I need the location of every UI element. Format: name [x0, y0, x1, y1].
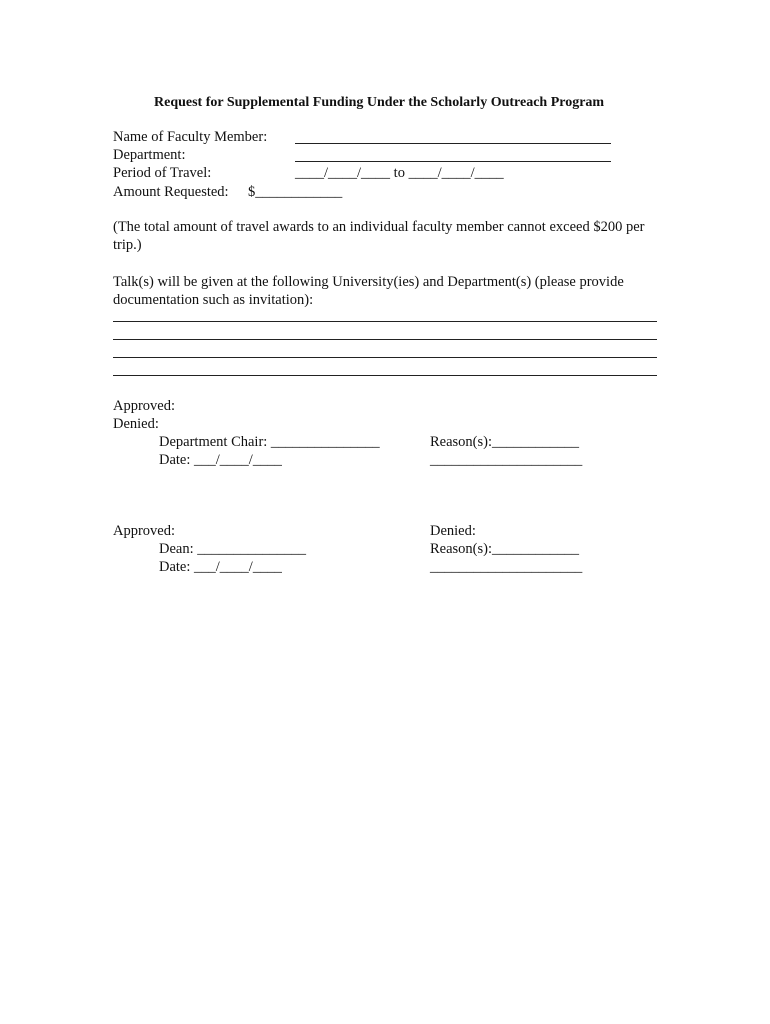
- department-label: Department:: [113, 147, 186, 163]
- dean-date-field[interactable]: Date: ___/____/____: [159, 559, 282, 575]
- dean-reasons-line[interactable]: _____________________: [430, 559, 583, 575]
- chair-approved-label: Approved:: [113, 398, 176, 414]
- dean-field[interactable]: Dean: _______________: [159, 541, 306, 557]
- talks-line-3[interactable]: [113, 357, 657, 358]
- dean-denied-label: Denied:: [430, 523, 476, 539]
- faculty-name-label: Name of Faculty Member:: [113, 129, 268, 145]
- period-of-travel-label: Period of Travel:: [113, 165, 212, 181]
- talks-line-4[interactable]: [113, 375, 657, 376]
- travel-award-note: (The total amount of travel awards to an individual faculty member cannot exceed $200 per trip.): [113, 219, 645, 253]
- dean-reasons-field[interactable]: Reason(s):____________: [430, 541, 580, 557]
- department-chair-field[interactable]: Department Chair: _______________: [159, 434, 380, 450]
- form-title: Request for Supplemental Funding Under the Scholarly Outreach Program: [154, 95, 605, 110]
- talks-line-2[interactable]: [113, 339, 657, 340]
- department-field[interactable]: [295, 161, 611, 162]
- amount-requested-label: Amount Requested:: [113, 184, 229, 200]
- period-of-travel-field[interactable]: ____/____/____ to ____/____/____: [295, 165, 504, 181]
- dean-approved-label: Approved:: [113, 523, 176, 539]
- faculty-name-field[interactable]: [295, 143, 611, 144]
- chair-reasons-field[interactable]: Reason(s):____________: [430, 434, 580, 450]
- chair-denied-label: Denied:: [113, 416, 159, 432]
- chair-reasons-line[interactable]: _____________________: [430, 452, 583, 468]
- talks-prompt: Talk(s) will be given at the following University(ies) and Department(s) (please provide documentation such as invitation):: [113, 274, 624, 308]
- chair-date-field[interactable]: Date: ___/____/____: [159, 452, 282, 468]
- amount-requested-field[interactable]: $____________: [248, 184, 343, 200]
- talks-line-1[interactable]: [113, 321, 657, 322]
